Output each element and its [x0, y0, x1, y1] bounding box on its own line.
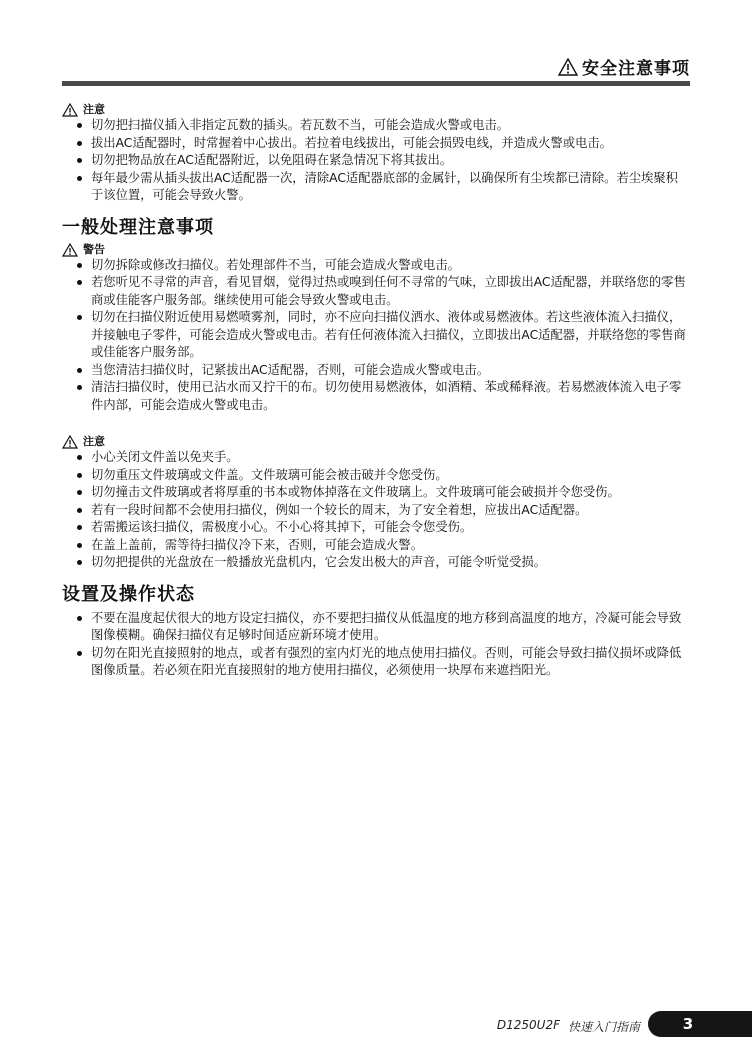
warning-triangle-icon [62, 103, 78, 117]
list-item: 小心关闭文件盖以免夹手。 [62, 449, 690, 467]
section-title-general-handling: 一般处理注意事项 [62, 216, 214, 238]
list-item: 切勿在扫描仪附近使用易燃喷雾剂，同时，亦不应向扫描仪洒水、液体或易燃液体。若这些液体流入扫描仪，并接触电子零件，可能会造成火警或电击。若有任何液体流入扫描仪，立即拔出AC适配器，并联络您的零售商或佳能客户服务部。 [62, 309, 690, 362]
header-rule [62, 81, 690, 86]
warning-triangle-icon [558, 58, 578, 76]
list-item: 在盖上盖前，需等待扫描仪冷下来，否则，可能会造成火警。 [62, 537, 690, 555]
page-number: 3 [682, 1015, 694, 1033]
list-item: 切勿重压文件玻璃或文件盖。文件玻璃可能会被击破并令您受伤。 [62, 467, 690, 485]
list-item: 切勿拆除或修改扫描仪。若处理部件不当，可能会造成火警或电击。 [62, 257, 690, 275]
footer-guide: 快速入门指南 [567, 1020, 640, 1034]
list-item: 每年最少需从插头拔出AC适配器一次，清除AC适配器底部的金属针，以确保所有尘埃都已清除。若尘埃聚积于该位置，可能会导致火警。 [62, 170, 690, 205]
caution-block-1 [62, 103, 690, 205]
list-item: 切勿在阳光直接照射的地点，或者有强烈的室内灯光的地点使用扫描仪。否则，可能会导致扫描仪损坏或降低图像质量。若必须在阳光直接照射的地方使用扫描仪，必须使用一块厚布来遮挡阳光。 [62, 645, 690, 680]
setup-list [62, 610, 690, 680]
list-item: 切勿把扫描仪插入非指定瓦数的插头。若瓦数不当，可能会造成火警或电击。 [62, 117, 690, 135]
list-item: 若您听见不寻常的声音，看见冒烟，觉得过热或嗅到任何不寻常的气味，立即拔出AC适配器，并联络您的零售商或佳能客户服务部。继续使用可能会导致火警或电击。 [62, 274, 690, 309]
list-item: 清洁扫描仪时，使用已沾水而又拧干的布。切勿使用易燃液体，如酒精、苯或稀释液。若易燃液体流入电子零件内部，可能会造成火警或电击。 [62, 379, 690, 414]
list-item: 切勿撞击文件玻璃或者将厚重的书本或物体掉落在文件玻璃上。文件玻璃可能会破损并令您受伤。 [62, 484, 690, 502]
list-item: 切勿把提供的光盘放在一般播放光盘机内，它会发出极大的声音，可能令听觉受损。 [62, 554, 690, 572]
page-header-title [558, 54, 690, 79]
warning-list [62, 257, 690, 415]
list-item: 若需搬运该扫描仪，需极度小心。不小心将其掉下，可能会令您受伤。 [62, 519, 690, 537]
caution-list-1 [62, 117, 690, 205]
caution-label-text: 注意 [83, 435, 105, 448]
warning-triangle-icon [62, 243, 78, 257]
list-item: 若有一段时间都不会使用扫描仪，例如一个较长的周末，为了安全着想，应拔出AC适配器。 [62, 502, 690, 520]
caution-label [62, 435, 690, 449]
header-title-text: 安全注意事项 [582, 59, 690, 79]
caution-label-text: 注意 [83, 103, 105, 116]
section-title-setup-operation: 设置及操作状态 [62, 583, 195, 605]
list-item: 不要在温度起伏很大的地方设定扫描仪，亦不要把扫描仪从低温度的地方移到高温度的地方，冷凝可能会导致图像模糊。确保扫描仪有足够时间适应新环境才使用。 [62, 610, 690, 645]
list-item: 当您清洁扫描仪时，记紧拔出AC适配器，否则，可能会造成火警或电击。 [62, 362, 690, 380]
warning-label [62, 243, 690, 257]
page-number-tab [648, 1011, 752, 1037]
caution-label [62, 103, 690, 117]
caution-block-2 [62, 435, 690, 572]
warning-label-text: 警告 [83, 242, 105, 256]
warning-triangle-icon [62, 435, 78, 449]
footer-model: D1250U2F [496, 1018, 560, 1032]
caution-list-2 [62, 449, 690, 572]
main-content [62, 100, 690, 680]
footer-guide-title [497, 1018, 640, 1035]
list-item: 切勿把物品放在AC适配器附近，以免阻碍在紧急情况下将其拔出。 [62, 152, 690, 170]
list-item: 拔出AC适配器时，时常握着中心拔出。若拉着电线拔出，可能会损毁电线，并造成火警或电击。 [62, 135, 690, 153]
warning-block [62, 243, 690, 415]
